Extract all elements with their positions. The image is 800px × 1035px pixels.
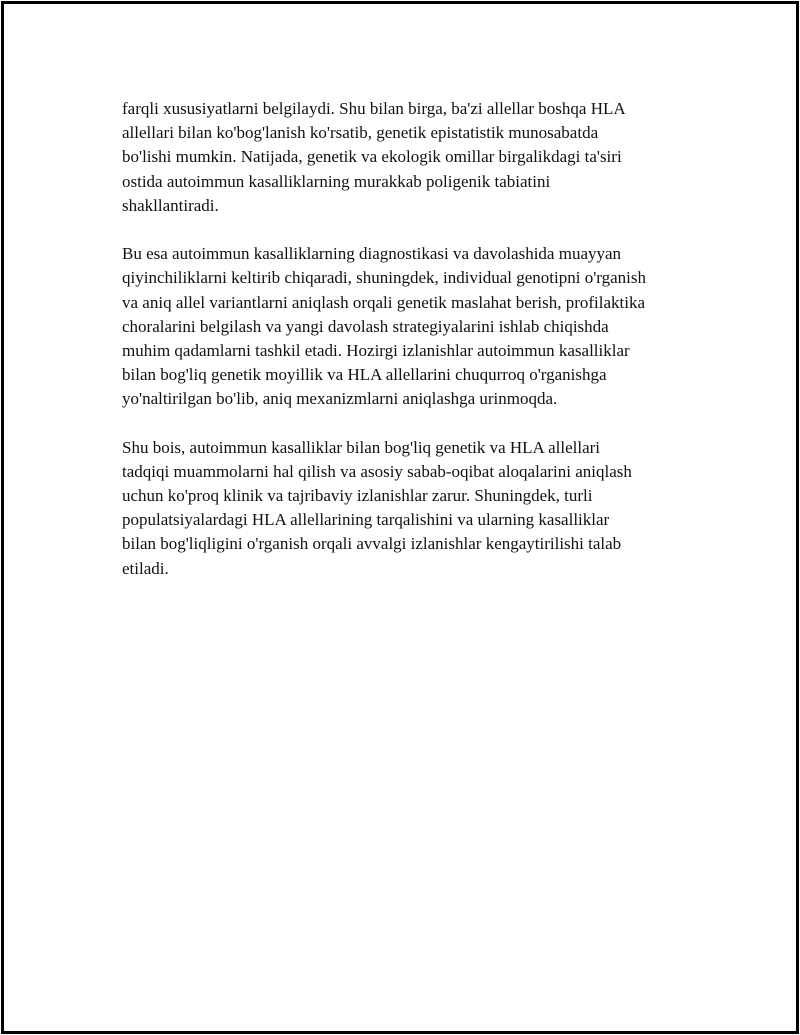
paragraph-2 <box>122 242 722 411</box>
text-line: allellari bilan ko'bog'lanish ko'rsatib, genetik epistatistik munosabatda <box>122 123 599 143</box>
text-line: etiladi. <box>122 558 169 578</box>
text-line: bilan bog'liqligini o'rganish orqali avvalgi izlanishlar kengaytirilishi talab <box>122 534 622 554</box>
text-line: choralarini belgilash va yangi davolash strategiyalarini ishlab chiqishda <box>122 316 609 336</box>
text-line: Bu esa autoimmun kasalliklarning diagnostikasi va davolashida muayyan <box>122 244 622 264</box>
text-line: Shu bois, autoimmun kasalliklar bilan bog'liq genetik va HLA allellari <box>122 437 601 457</box>
text-line: muhim qadamlarni tashkil etadi. Hozirgi izlanishlar autoimmun kasalliklar <box>122 340 630 360</box>
paragraph-1 <box>122 97 722 218</box>
text-line: bilan bog'liq genetik moyillik va HLA allellarini chuqurroq o'rganishga <box>122 365 607 385</box>
document-body <box>122 97 722 605</box>
text-line: va aniq allel variantlarni aniqlash orqali genetik maslahat berish, profilaktika <box>122 292 646 312</box>
text-line: uchun ko'proq klinik va tajribaviy izlanishlar zarur. Shuningdek, turli <box>122 486 593 505</box>
text-line: tadqiqi muammolarni hal qilish va asosiy sabab-oqibat aloqalarini aniqlash <box>122 461 632 481</box>
text-line: shakllantiradi. <box>122 195 219 215</box>
text-line: yo'naltirilgan bo'lib, aniq mexanizmlarni aniqlashga urinmoqda. <box>122 389 558 409</box>
text-line: bo'lishi mumkin. Natijada, genetik va ekologik omillar birgalikdagi ta'siri <box>122 147 622 167</box>
text-line: populatsiyalardagi HLA allellarining tarqalishini va ularning kasalliklar <box>122 510 610 530</box>
text-line: qiyinchiliklarni keltirib chiqaradi, shuningdek, individual genotipni o'rganish <box>122 268 646 288</box>
page-frame <box>1 1 799 1034</box>
text-line: ostida autoimmun kasalliklarning murakkab poligenik tabiatini <box>122 171 551 191</box>
text-line: farqli xususiyatlarni belgilaydi. Shu bilan birga, ba'zi allellar boshqa HLA <box>122 99 626 118</box>
paragraph-3 <box>122 436 722 581</box>
